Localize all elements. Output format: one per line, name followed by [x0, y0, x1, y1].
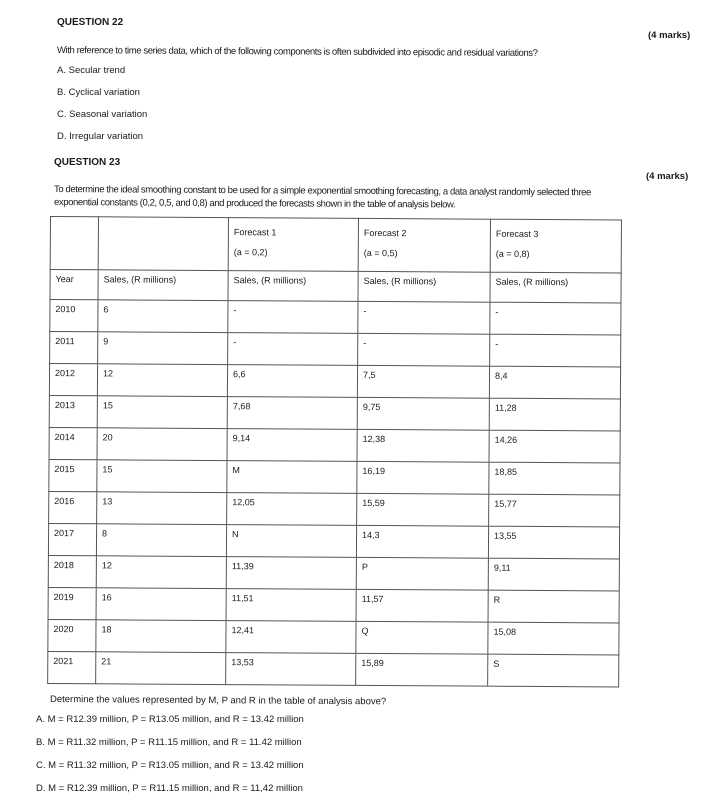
table-cell: 9 [98, 332, 228, 365]
question-23-marks: (4 marks) [646, 171, 689, 182]
forecast-3-header [490, 219, 621, 273]
q22-option-d[interactable]: D. Irregular variation [57, 131, 144, 142]
table-row [49, 395, 620, 430]
table-cell: 16,19 [357, 461, 489, 494]
table-row [48, 587, 619, 622]
column-header: Sales, (R millions) [490, 272, 621, 303]
q23-option-b[interactable]: B. M = R11.32 million, P = R11.15 million, and R = 11.42 million [36, 737, 302, 748]
table-cell: 13,53 [226, 653, 356, 686]
table-cell: 8 [96, 524, 226, 557]
question-23-title: QUESTION 23 [54, 157, 121, 168]
header-empty-cell [50, 217, 98, 270]
table-cell: 15 [97, 460, 227, 493]
table-row [49, 427, 620, 462]
table-cell: 12,41 [226, 621, 356, 654]
table-row [48, 555, 619, 590]
table-cell: 2013 [49, 395, 97, 427]
table-cell: Q [356, 621, 488, 654]
table-cell: 8,4 [489, 366, 620, 399]
table-cell: - [490, 334, 621, 367]
table-cell: - [358, 301, 490, 334]
forecast-3-alpha: (a = 0,8) [495, 248, 530, 259]
table-row [49, 491, 620, 526]
table-cell: 2020 [48, 619, 96, 651]
table-cell: 12 [96, 556, 226, 589]
column-header: Sales, (R millions) [228, 271, 358, 302]
question-23-text-line2: exponential constants (0,2, 0,5, and 0,8) and produced the forecasts shown in the table of analysis below. [53, 197, 456, 211]
q22-option-a[interactable]: A. Secular trend [57, 65, 126, 76]
table-cell: 18 [96, 620, 226, 653]
table-cell: 2012 [49, 364, 97, 396]
table-cell: 9,11 [488, 558, 619, 591]
q23-option-d[interactable]: D. M = R12.39 million, P = R11.15 million, and R = 11,42 million [36, 783, 303, 794]
table-cell: - [358, 333, 490, 366]
table-cell: R [488, 590, 619, 623]
table-row [48, 619, 619, 654]
forecast-3-name: Forecast 3 [495, 228, 539, 239]
table-cell: 6,6 [227, 365, 357, 398]
table-cell: 16 [96, 588, 226, 621]
forecast-1-name: Forecast 1 [233, 227, 277, 238]
table-cell: 2021 [48, 651, 96, 683]
table-cell: 12,38 [357, 429, 489, 462]
table-cell: 2015 [49, 459, 97, 491]
table-cell: 2016 [49, 491, 97, 523]
table-cell: 14,26 [489, 430, 620, 463]
table-row [49, 364, 620, 399]
table-cell: 12 [97, 364, 227, 397]
table-cell: 15,77 [489, 494, 620, 527]
q22-option-c[interactable]: C. Seasonal variation [57, 109, 148, 120]
table-cell: 2011 [50, 332, 98, 364]
table-cell: 12,05 [227, 493, 357, 526]
table-row [48, 651, 619, 686]
table-cell: 15,08 [488, 622, 619, 655]
table-cell: 18,85 [489, 462, 620, 495]
question-22-text: With reference to time series data, which of the following components is often subdivided into episodic and residual variations? [56, 45, 538, 59]
forecast-1-alpha: (a = 0,2) [233, 247, 268, 258]
table-cell: S [488, 654, 619, 687]
table-row [50, 300, 621, 335]
header-empty-cell [98, 217, 228, 271]
table-row [48, 523, 619, 558]
table-cell: M [227, 461, 357, 494]
table-cell: 2019 [48, 587, 96, 619]
table-cell: 11,39 [226, 557, 356, 590]
column-header: Sales, (R millions) [98, 270, 228, 301]
table-cell: 11,57 [356, 589, 488, 622]
question-23-prompt: Determine the values represented by M, P and R in the table of analysis above? [49, 694, 387, 708]
table-cell: 14,3 [356, 525, 488, 558]
question-22-marks: (4 marks) [648, 30, 691, 41]
table-cell: 2010 [50, 300, 98, 332]
table-cell: 11,51 [226, 589, 356, 622]
forecast-2-header [358, 218, 490, 272]
table-cell: 15 [97, 396, 227, 429]
table-row [49, 459, 620, 494]
table-cell: 2017 [48, 523, 96, 555]
table-cell: 15,89 [356, 653, 488, 686]
table-cell: 13,55 [488, 526, 619, 559]
column-header: Year [50, 270, 98, 300]
table-cell: 13 [97, 492, 227, 525]
table-cell: 7,5 [357, 365, 489, 398]
table-cell: - [228, 301, 358, 334]
table-cell: 9,14 [227, 429, 357, 462]
q23-option-a[interactable]: A. M = R12.39 million, P = R13.05 million, and R = 13.42 million [36, 714, 304, 725]
table-cell: - [490, 302, 621, 335]
column-header: Sales, (R millions) [358, 271, 490, 302]
table-cell: 2018 [48, 555, 96, 587]
table-cell: 6 [98, 300, 228, 333]
table-cell: 9,75 [357, 397, 489, 430]
table-cell: 2014 [49, 427, 97, 459]
q23-option-c[interactable]: C. M = R11.32 million, P = R13.05 million, and R = 13.42 million [36, 760, 304, 771]
forecast-2-alpha: (a = 0,5) [363, 247, 398, 259]
table-row [50, 332, 621, 367]
table-cell: N [226, 525, 356, 558]
table-cell: - [228, 333, 358, 366]
question-22-title: QUESTION 22 [57, 17, 124, 28]
table-cell: 21 [96, 652, 226, 685]
table-cell: P [356, 557, 488, 590]
forecast-header-row [50, 217, 621, 273]
column-header-row [50, 270, 621, 303]
q22-option-b[interactable]: B. Cyclical variation [57, 87, 140, 98]
table-cell: 20 [97, 428, 227, 461]
table-cell: 15,59 [357, 493, 489, 526]
forecast-1-header [228, 218, 358, 272]
question-23-text-line1: To determine the ideal smoothing constant to be used for a simple exponential smoothing forecasting, a data analyst randomly selected three [53, 184, 591, 199]
analysis-table [47, 216, 622, 687]
table-cell: 7,68 [227, 397, 357, 430]
forecast-2-name: Forecast 2 [363, 227, 407, 239]
table-cell: 11,28 [489, 398, 620, 431]
